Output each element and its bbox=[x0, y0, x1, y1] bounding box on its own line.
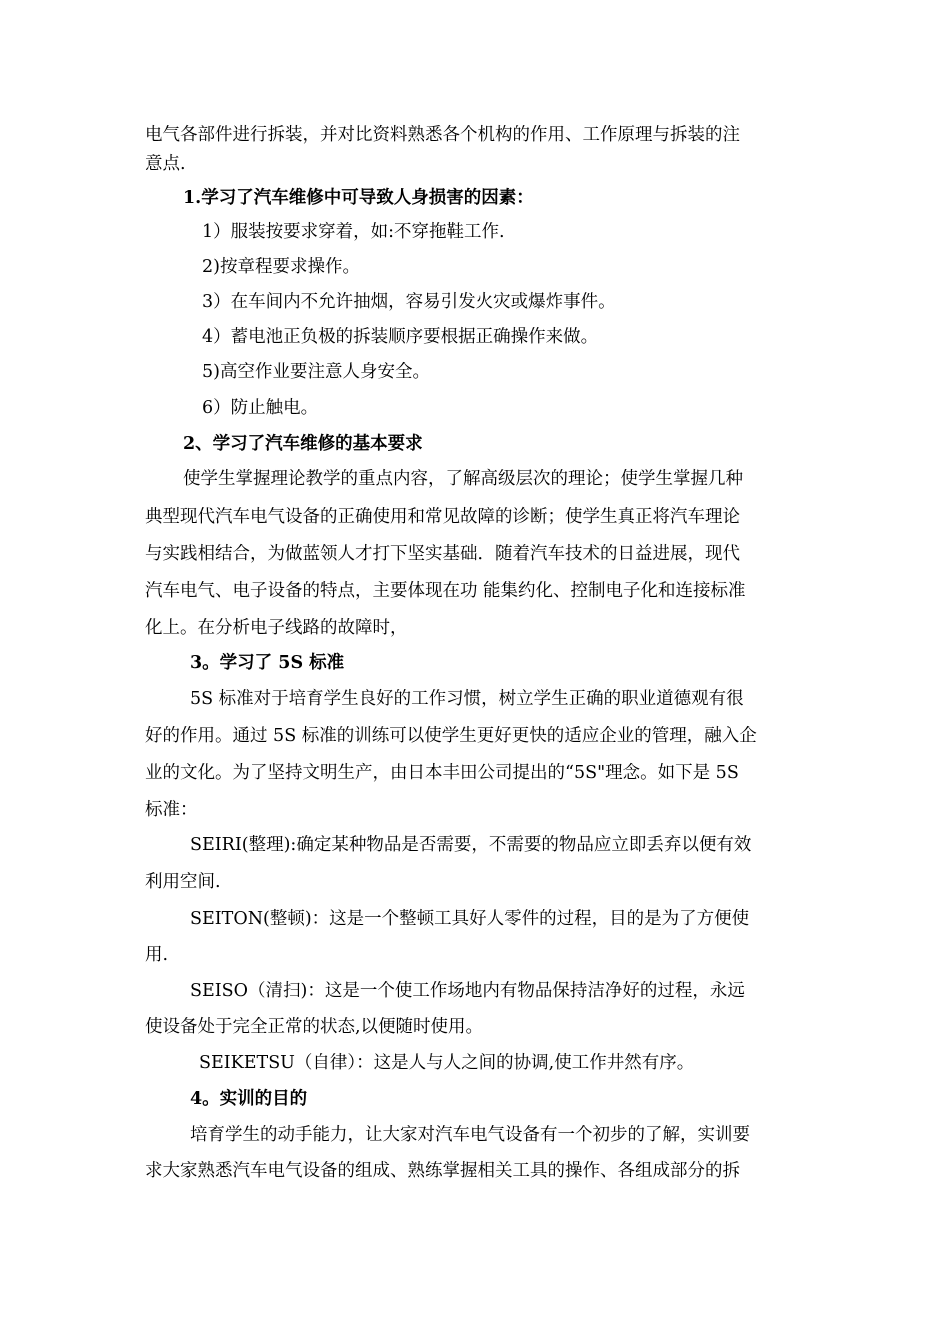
section-4-line-1: 培育学生的动手能力，让大家对汽车电气设备有一个初步的了解，实训要 bbox=[190, 1125, 750, 1145]
section-2-line-4: 汽车电气、电子设备的特点，主要体现在功 能集约化、控制电子化和连接标准 bbox=[145, 581, 746, 601]
section-4-line-2: 求大家熟悉汽车电气设备的组成、熟练掌握相关工具的操作、各组成部分的拆 bbox=[145, 1161, 740, 1181]
section-2-line-1: 使学生掌握理论教学的重点内容，了解高级层次的理论；使学生掌握几种 bbox=[183, 469, 743, 489]
section-1-item-5: 5)高空作业要注意人身安全。 bbox=[202, 362, 430, 382]
seiso-line-1: SEISO（清扫)：这是一个使工作场地内有物品保持洁净好的过程，永远 bbox=[190, 981, 745, 1001]
seiri-line-1: SEIRI(整理):确定某种物品是否需要，不需要的物品应立即丢弃以便有效 bbox=[190, 835, 752, 855]
section-3-heading: 3。学习了 5S 标准 bbox=[190, 653, 345, 673]
section-1-item-6: 6）防止触电。 bbox=[202, 398, 319, 418]
seiso-line-2: 使设备处于完全正常的状态,以便随时使用。 bbox=[145, 1017, 484, 1037]
section-2-line-5: 化上。在分析电子线路的故障时， bbox=[145, 618, 408, 638]
section-1-item-2: 2)按章程要求操作。 bbox=[202, 257, 360, 277]
section-2-line-2: 典型现代汽车电气设备的正确使用和常见故障的诊断；使学生真正将汽车理论 bbox=[145, 507, 740, 527]
seiton-line-1: SEITON(整顿)：这是一个整顿工具好人零件的过程，目的是为了方便使 bbox=[190, 909, 750, 929]
seiton-line-2: 用. bbox=[145, 945, 169, 965]
section-1-item-1: 1）服装按要求穿着，如:不穿拖鞋工作. bbox=[202, 222, 505, 242]
intro-paragraph-line-1: 电气各部件进行拆装，并对比资料熟悉各个机构的作用、工作原理与拆装的注 bbox=[145, 125, 740, 145]
section-2-line-3: 与实践相结合，为做蓝领人才打下坚实基础．随着汽车技术的日益进展，现代 bbox=[145, 544, 740, 564]
section-4-heading: 4。实训的目的 bbox=[190, 1089, 308, 1109]
seiri-line-2: 利用空间. bbox=[145, 872, 221, 892]
section-3-intro-line-4: 标准： bbox=[145, 800, 198, 820]
section-3-intro-line-1: 5S 标准对于培育学生良好的工作习惯，树立学生正确的职业道德观有很 bbox=[190, 689, 744, 709]
section-3-intro-line-3: 业的文化。为了坚持文明生产，由日本丰田公司提出的“5S"理念。如下是 5S bbox=[145, 763, 739, 783]
seiketsu-line-1: SEIKETSU（自律）：这是人与人之间的协调,使工作井然有序。 bbox=[199, 1053, 695, 1073]
section-1-item-3: 3）在车间内不允许抽烟，容易引发火灾或爆炸事件。 bbox=[202, 292, 616, 312]
section-3-intro-line-2: 好的作用。通过 5S 标准的训练可以使学生更好更快的适应企业的管理，融入企 bbox=[145, 726, 757, 746]
section-1-heading: 1.学习了汽车维修中可导致人身损害的因素： bbox=[183, 188, 534, 208]
section-1-item-4: 4）蓄电池正负极的拆装顺序要根据正确操作来做。 bbox=[202, 327, 599, 347]
intro-paragraph-line-2: 意点. bbox=[145, 154, 186, 174]
section-2-heading: 2、学习了汽车维修的基本要求 bbox=[183, 434, 423, 454]
